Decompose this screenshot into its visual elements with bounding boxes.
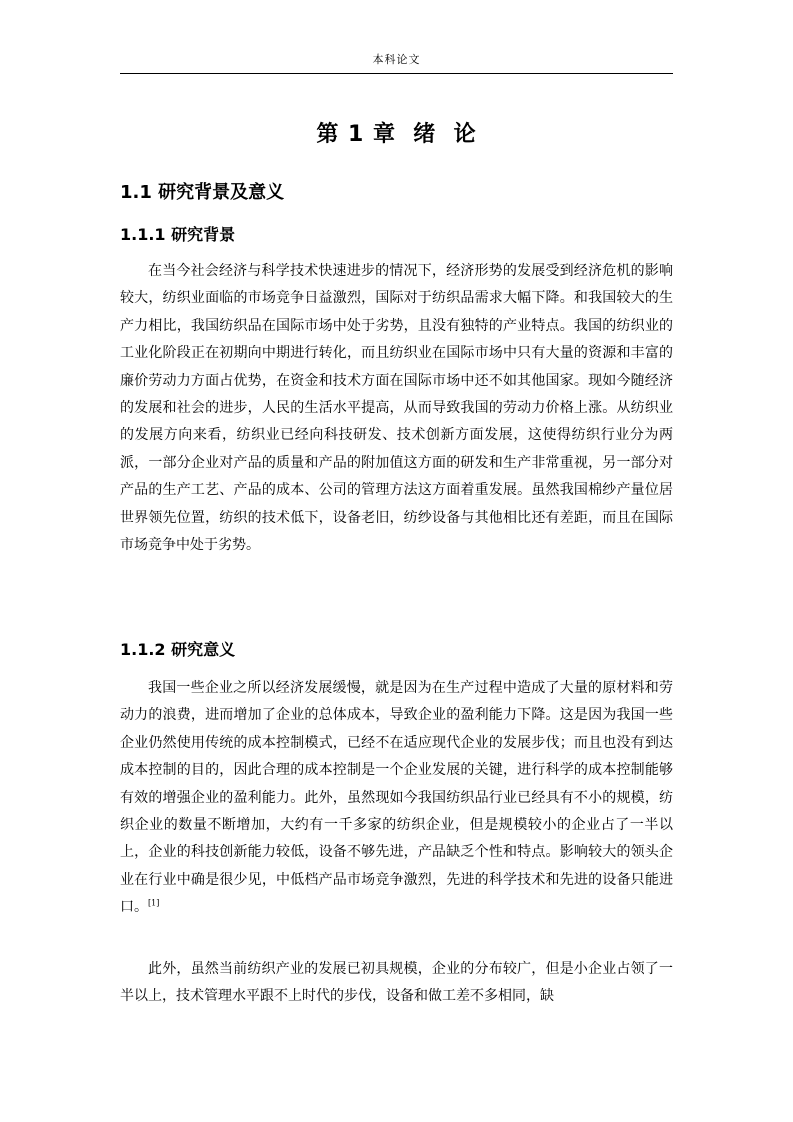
section-heading: 1.1 研究背景及意义 [120, 182, 285, 203]
chapter-title: 第 1 章 绪 论 [316, 122, 477, 147]
subsection-heading: 1.1.2 研究意义 [120, 640, 236, 659]
header-rule [120, 73, 673, 74]
running-header: 本科论文 [372, 53, 421, 66]
paragraph-text: 我国一些企业之所以经济发展缓慢，就是因为在生产过程中造成了大量的原材料和劳动力的浪费，进而增加了企业的总体成本，导致企业的盈利能力下降。这是因为我国一些企业仍然使用传统的成本控制模式，已经不在适应现代企业的发展步伐；而且也没有到达成本控制的目的，因此合理的成本控制是一个企业发展的关键，进行科学的成本控制能够有效的增强企业的盈利能力。此外，虽然现如今我国纺织品行业已经具有不小的规模，纺织企业的数量不断增加，大约有一千多家的纺织企业，但是规模较小的企业占了一半以上，企业的科技创新能力较低，设备不够先进，产品缺乏个性和特点。影响较大的领头企业在行业中确是很少见，中低档产品市场竞争激烈，先进的科学技术和先进的设备只能进口。 [120, 680, 673, 916]
subsection-heading: 1.1.1 研究背景 [120, 225, 236, 244]
body-paragraph [120, 675, 673, 922]
body-paragraph: 此外，虽然当前纺织产业的发展已初具规模，企业的分布较广，但是小企业占领了一半以上，技术管理水平跟不上时代的步伐，设备和做工差不多相同，缺 [120, 961, 673, 1005]
citation-marker[interactable]: [1] [148, 898, 160, 908]
body-paragraph: 在当今社会经济与科学技术快速进步的情况下，经济形势的发展受到经济危机的影响较大，纺织业面临的市场竞争日益激烈，国际对于纺织品需求大幅下降。和我国较大的生产力相比，我国纺织品在国际市场中处于劣势，且没有独特的产业特点。我国的纺织业的工业化阶段正在初期向中期进行转化，而且纺织业在国际市场中只有大量的资源和丰富的廉价劳动力方面占优势，在资金和技术方面在国际市场中还不如其他国家。现如今随经济的发展和社会的进步，人民的生活水平提高，从而导致我国的劳动力价格上涨。从纺织业的发展方向来看，纺织业已经向科技研发、技术创新方面发展，这使得纺织行业分为两派，一部分企业对产品的质量和产品的附加值这方面的研发和生产非常重视，另一部分对产品的生产工艺、产品的成本、公司的管理方法这方面着重发展。虽然我国棉纱产量位居世界领先位置，纺织的技术低下，设备老旧，纺纱设备与其他相比还有差距，而且在国际市场竞争中处于劣势。 [120, 263, 673, 554]
